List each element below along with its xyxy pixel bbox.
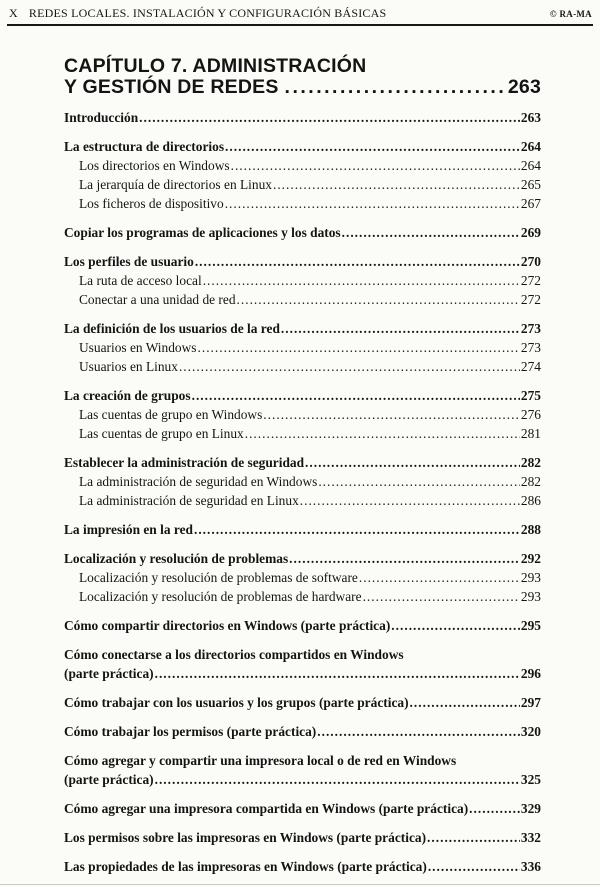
toc-page-number: 264: [520, 158, 541, 173]
toc-entry-line: [64, 857, 541, 876]
toc-entry-line: [79, 175, 541, 194]
dot-leader: [195, 252, 520, 271]
dot-leader: [317, 722, 520, 741]
toc-entry: [64, 319, 541, 338]
toc-entry-line: [64, 108, 541, 127]
running-title: REDES LOCALES. INSTALACIÓN Y CONFIGURACIÓN BÁSICAS: [28, 6, 387, 20]
toc-entry: [64, 520, 541, 539]
toc-entry-line: [64, 751, 541, 770]
toc-entry-line: [64, 319, 541, 338]
toc-entry: [64, 587, 541, 606]
dot-leader: [139, 108, 520, 127]
toc-page-number: 263: [520, 110, 541, 125]
toc-entry-line: [79, 156, 541, 175]
toc-entry: [64, 453, 541, 472]
toc-entry: [64, 645, 541, 683]
running-head: [9, 6, 386, 21]
toc-entry-label: Cómo agregar y compartir una impresora local o de red en Windows: [64, 753, 457, 768]
toc-entry: [64, 175, 541, 194]
toc-entry: [64, 290, 541, 309]
toc-entry: [64, 271, 541, 290]
dot-leader: [225, 194, 520, 213]
toc-entry-label: La definición de los usuarios de la red: [64, 321, 280, 336]
toc-page-number: 264: [520, 139, 541, 154]
toc-entry: [64, 616, 541, 635]
toc-entry: [64, 828, 541, 847]
toc-entry: [64, 799, 541, 818]
toc-entry-line: [79, 194, 541, 213]
dot-leader: [237, 290, 520, 309]
toc-entry-line: [79, 472, 541, 491]
toc-entry-label-continued: (parte práctica): [64, 772, 154, 787]
toc-entry-label: Los ficheros de dispositivo: [79, 196, 224, 211]
toc-entry-line: [64, 453, 541, 472]
toc-entry-label: Cómo compartir directorios en Windows (parte práctica): [64, 618, 391, 633]
toc-page-number: 325: [520, 772, 541, 787]
toc-page-number: 336: [520, 859, 541, 874]
toc-page-number: 329: [520, 801, 541, 816]
toc-entry-line: [64, 693, 541, 712]
toc-page-number: 272: [520, 273, 541, 288]
toc-entry-line: [64, 722, 541, 741]
dot-leader: [428, 857, 520, 876]
dot-leader: [427, 828, 520, 847]
dot-leader: [155, 770, 520, 789]
chapter-page-number: 263: [507, 76, 541, 98]
dot-leader: [300, 491, 520, 510]
toc-page-number: 274: [520, 359, 541, 374]
toc-page-number: 265: [520, 177, 541, 192]
dot-leader: [285, 77, 503, 98]
toc-entry-label: La administración de seguridad en Windows: [79, 474, 318, 489]
chapter-heading: [64, 56, 541, 98]
toc-entry-label: Los permisos sobre las impresoras en Windows (parte práctica): [64, 830, 427, 845]
toc-entry-line: [79, 491, 541, 510]
toc-entry-label: La ruta de acceso local: [79, 273, 202, 288]
toc-entry: [64, 108, 541, 127]
toc-entry-label: Los perfiles de usuario: [64, 254, 194, 269]
toc-entry-line: [64, 137, 541, 156]
toc-page-number: 292: [520, 551, 541, 566]
toc-entry-line: [64, 799, 541, 818]
toc-page-number: 270: [520, 254, 541, 269]
header-rule: [7, 24, 593, 26]
toc-entry-line: [64, 520, 541, 539]
toc-entry: [64, 751, 541, 789]
toc-page-number: 293: [520, 589, 541, 604]
toc-entry: [64, 338, 541, 357]
toc-entry-label: Introducción: [64, 110, 139, 125]
dot-leader: [359, 568, 520, 587]
toc-entry-line: [64, 664, 541, 683]
toc-entry: [64, 386, 541, 405]
toc-entry-line: [79, 271, 541, 290]
toc-entry-label: Las cuentas de grupo en Windows: [79, 407, 263, 422]
toc-entry: [64, 357, 541, 376]
page-header: [0, 0, 600, 21]
toc-entry-label: Localización y resolución de problemas de hardware: [79, 589, 362, 604]
toc-page-number: 286: [520, 493, 541, 508]
dot-leader: [305, 453, 520, 472]
toc-page-number: 282: [520, 474, 541, 489]
toc-entry-label: Cómo trabajar con los usuarios y los grupos (parte práctica): [64, 695, 409, 710]
toc-entry-label: Usuarios en Windows: [79, 340, 197, 355]
toc-entry: [64, 137, 541, 156]
toc-entry: [64, 223, 541, 242]
toc-entry-line: [79, 568, 541, 587]
dot-leader: [273, 175, 520, 194]
toc-entry-label: Cómo conectarse a los directorios compartidos en Windows: [64, 647, 404, 662]
toc-entry-line: [64, 223, 541, 242]
toc-page-number: 267: [520, 196, 541, 211]
toc-entry: [64, 194, 541, 213]
dot-leader: [263, 405, 520, 424]
toc-page-number: 273: [520, 340, 541, 355]
toc-entry-line: [79, 587, 541, 606]
toc-entry-line: [64, 386, 541, 405]
toc-entry-line: [64, 252, 541, 271]
toc-entry: [64, 722, 541, 741]
toc-page-number: 281: [520, 426, 541, 441]
toc-entry: [64, 156, 541, 175]
toc-page-number: 275: [520, 388, 541, 403]
toc-entry-label: La estructura de directorios: [64, 139, 225, 154]
dot-leader: [342, 223, 520, 242]
toc-page-number: 332: [520, 830, 541, 845]
dot-leader: [225, 137, 520, 156]
toc-page-number: 269: [520, 225, 541, 240]
dot-leader: [363, 587, 520, 606]
toc-entry-line: [79, 357, 541, 376]
toc-entry: [64, 857, 541, 876]
toc-entry: [64, 252, 541, 271]
toc-page-number: 320: [520, 724, 541, 739]
dot-leader: [318, 472, 520, 491]
toc-entry-label: Las propiedades de las impresoras en Windows (parte práctica): [64, 859, 427, 874]
toc-page-number: 273: [520, 321, 541, 336]
toc-entry-label: Conectar a una unidad de red: [79, 292, 236, 307]
toc-entry-label: Establecer la administración de seguridad: [64, 455, 305, 470]
toc-entry: [64, 549, 541, 568]
toc-entry: [64, 491, 541, 510]
toc-entry-line: [79, 405, 541, 424]
dot-leader: [391, 616, 520, 635]
toc-entry-label: La jerarquía de directorios en Linux: [79, 177, 272, 192]
toc-entry: [64, 424, 541, 443]
toc-page-number: 288: [520, 522, 541, 537]
toc-entry-line: [79, 338, 541, 357]
dot-leader: [281, 319, 520, 338]
toc-entry-label: Usuarios en Linux: [79, 359, 178, 374]
toc-page-number: 293: [520, 570, 541, 585]
toc-page-number: 295: [520, 618, 541, 633]
toc-entry-line: [64, 770, 541, 789]
dot-leader: [469, 799, 520, 818]
page-number-roman: X: [9, 6, 18, 20]
table-of-contents: [64, 108, 541, 876]
toc-page-number: 282: [520, 455, 541, 470]
toc-entry-label: La impresión en la red: [64, 522, 193, 537]
toc-page-number: 276: [520, 407, 541, 422]
toc-entry-label: La administración de seguridad en Linux: [79, 493, 299, 508]
dot-leader: [198, 338, 520, 357]
toc-entry-line: [79, 290, 541, 309]
toc-page-number: 272: [520, 292, 541, 307]
publisher-mark: © RA-MA: [549, 9, 592, 19]
toc-entry-line: [64, 549, 541, 568]
chapter-title-line1: CAPÍTULO 7. ADMINISTRACIÓN: [64, 55, 367, 77]
scan-edge-line: [0, 884, 600, 885]
toc-entry-label: Cómo trabajar los permisos (parte práctica): [64, 724, 317, 739]
dot-leader: [203, 271, 520, 290]
toc-entry-label: Copiar los programas de aplicaciones y los datos: [64, 225, 341, 240]
toc-entry-line: [64, 828, 541, 847]
toc-entry-label: La creación de grupos: [64, 388, 191, 403]
toc-entry: [64, 568, 541, 587]
chapter-title-line2: Y GESTIÓN DE REDES: [64, 76, 279, 98]
dot-leader: [231, 156, 520, 175]
toc-entry: [64, 693, 541, 712]
toc-entry-label: Los directorios en Windows: [79, 158, 230, 173]
toc-entry-label: Localización y resolución de problemas de software: [79, 570, 358, 585]
dot-leader: [192, 386, 520, 405]
toc-entry-label: Localización y resolución de problemas: [64, 551, 289, 566]
toc-entry-label: Las cuentas de grupo en Linux: [79, 426, 244, 441]
chapter-title-row: [64, 77, 541, 98]
toc-entry: [64, 405, 541, 424]
dot-leader: [289, 549, 520, 568]
dot-leader: [179, 357, 520, 376]
dot-leader: [245, 424, 520, 443]
toc-entry-line: [64, 616, 541, 635]
toc-page-number: 297: [520, 695, 541, 710]
toc-entry-line: [79, 424, 541, 443]
toc-page-number: 296: [520, 666, 541, 681]
toc-entry-label: Cómo agregar una impresora compartida en Windows (parte práctica): [64, 801, 469, 816]
dot-leader: [410, 693, 520, 712]
toc-entry: [64, 472, 541, 491]
dot-leader: [155, 664, 520, 683]
toc-entry-line: [64, 645, 541, 664]
dot-leader: [194, 520, 520, 539]
toc-entry-label-continued: (parte práctica): [64, 666, 154, 681]
